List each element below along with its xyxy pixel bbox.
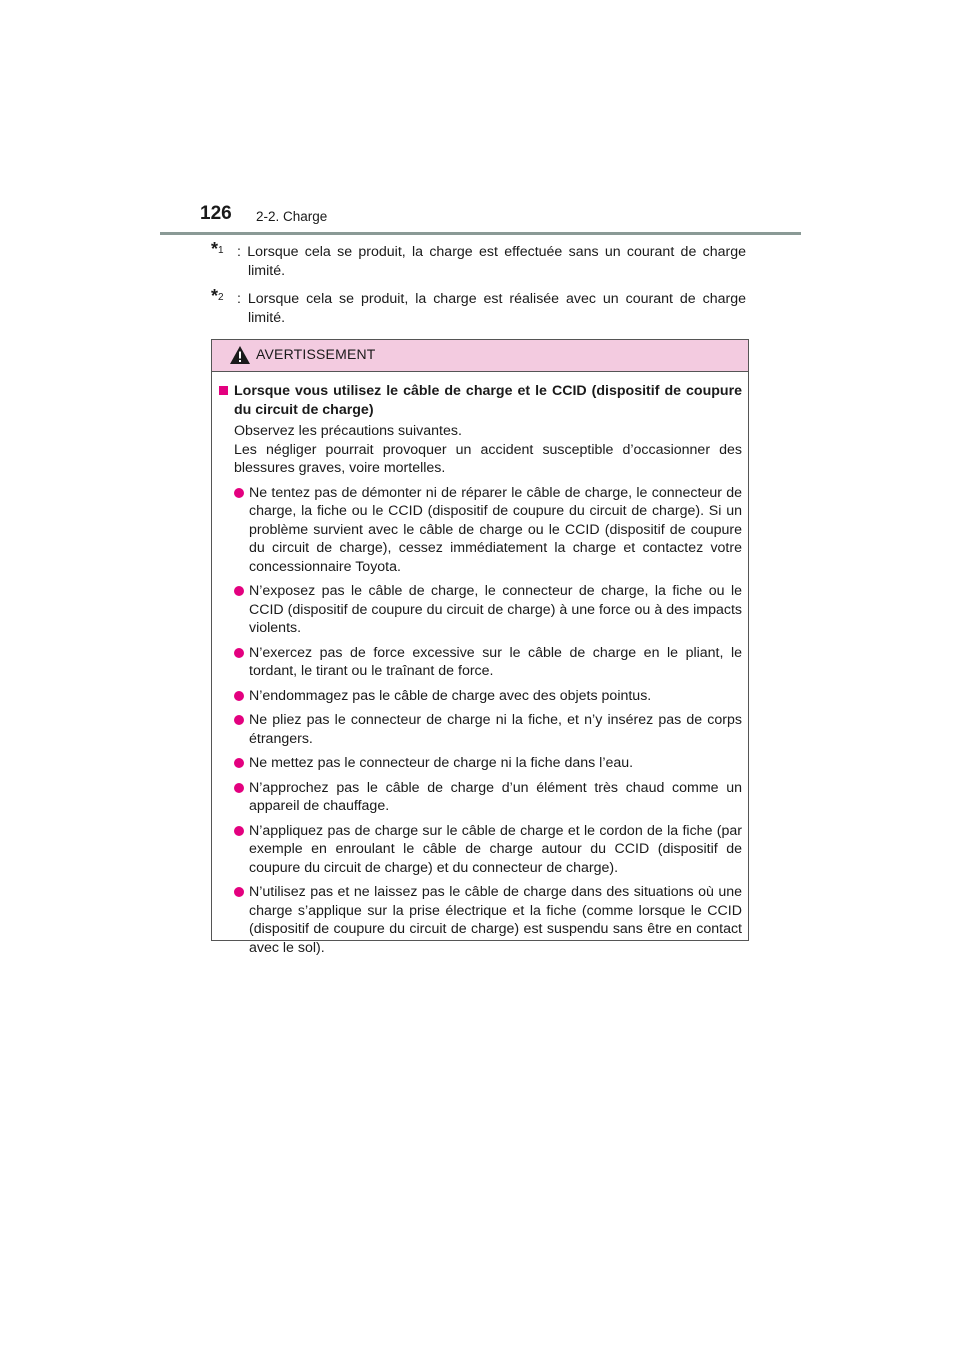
warning-subheading: Lorsque vous utilisez le câble de charge et le CCID (dispositif de coupure du circuit de charge) [218,382,742,419]
bullet-dot-icon [234,648,244,658]
list-item: N’approchez pas le câble de charge d’un élément très chaud comme un appareil de chauffage. [218,779,742,816]
list-item: N’exposez pas le câble de charge, le connecteur de charge, la fiche ou le CCID (dispositif de coupure du circuit de charge) à une force ou à des impacts violents. [218,582,742,638]
footnote-mark: *$^2$ [211,286,224,306]
footnote-2 [211,286,746,328]
list-item: N’exercez pas de force excessive sur le câble de charge en le pliant, le tordant, le tirant ou le traînant de force. [218,644,742,681]
footnote-mark: *$^1$ [211,239,224,259]
header-divider [160,232,801,235]
bullet-dot-icon [234,715,244,725]
warning-box [211,339,749,956]
bullet-dot-icon [234,691,244,701]
warning-title: AVERTISSEMENT [256,346,376,362]
list-item: Ne pliez pas le connecteur de charge ni la fiche, et n’y insérez pas de corps étrangers. [218,711,742,748]
bullet-dot-icon [234,783,244,793]
bullet-dot-icon [234,586,244,596]
square-marker-icon [219,386,228,395]
page-number: 126 [200,203,232,224]
warning-triangle-icon [229,345,251,365]
warning-header [212,340,748,372]
footnote-1 [211,239,746,281]
footnote-text: : Lorsque cela se produit, la charge est effectuée sans un courant de charge limité. [237,244,746,279]
warning-intro: Observez les précautions suivantes. Les négliger pourrait provoquer un accident susceptible d’occasionner des blessures graves, voire mortelles. [234,423,742,476]
list-item: N’appliquez pas de charge sur le câble de charge et le cordon de la fiche (par exemple en enroulant le câble de charge autour du CCID (dispositif de coupure du circuit de charge) et du connecteur de charge). [218,822,742,878]
bullet-dot-icon [234,758,244,768]
list-item: N’endommagez pas le câble de charge avec des objets pointus. [218,687,742,706]
precaution-list [218,484,742,958]
list-item: Ne mettez pas le connecteur de charge ni la fiche dans l’eau. [218,754,742,773]
warning-content [212,372,748,957]
bullet-dot-icon [234,826,244,836]
section-title: 2-2. Charge [256,209,328,224]
bullet-dot-icon [234,887,244,897]
bullet-dot-icon [234,488,244,498]
list-item: N’utilisez pas et ne laissez pas le câble de charge dans des situations où une charge s’applique sur la prise électrique et la fiche (comme lorsque le CCID (dispositif de coupure du circuit de charge) est suspendu sans être en contact avec le sol). [218,883,742,957]
footnote-text: : Lorsque cela se produit, la charge est réalisée avec un courant de charge limité. [237,291,746,326]
list-item: Ne tentez pas de démonter ni de réparer le câble de charge, le connecteur de charge, la fiche ou le CCID (dispositif de coupure du circuit de charge). Si un problème survient avec le câble de charge ou le CCID (dispositif de coupure du circuit de charge), cessez immédiatement la charge et contactez votre concessionnaire Toyota. [218,484,742,577]
